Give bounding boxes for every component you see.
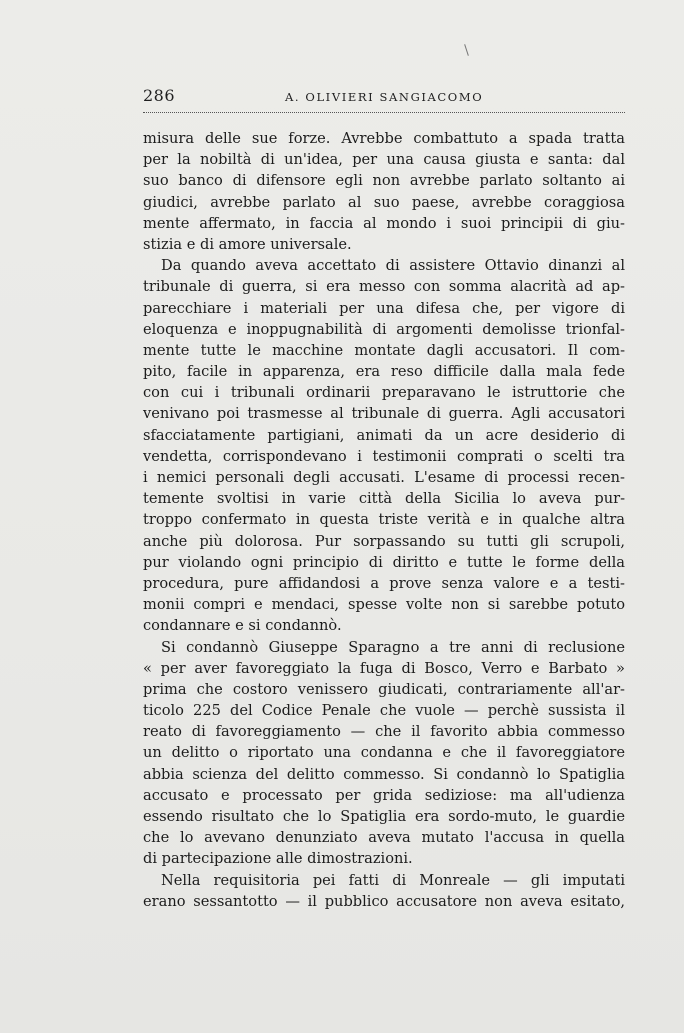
text-line: pito, facile in apparenza, era reso difficile dalla mala fede: [143, 363, 625, 381]
text-line: eloquenza e inoppugnabilità di argomenti demolisse trionfal-: [143, 320, 625, 338]
text-line: pur violando ogni principio di diritto e tutte le forme della: [143, 553, 625, 571]
text-line: sfacciatamente partigiani, animati da un acre desiderio di: [143, 426, 625, 444]
text-line: prima che costoro venissero giudicati, contrariamente all'ar-: [143, 680, 625, 698]
stray-ink-mark: [464, 44, 469, 56]
text-line: Si condannò Giuseppe Sparagno a tre anni di reclusione: [161, 638, 625, 656]
text-line: misura delle sue forze. Avrebbe combattuto a spada tratta: [143, 130, 625, 147]
text-line: con cui i tribunali ordinarii preparavano le istruttorie che: [143, 384, 625, 402]
header-rule: [143, 112, 625, 113]
text-line: un delitto o riportato una condanna e che il favoreggiatore: [143, 744, 625, 762]
text-line: anche più dolorosa. Pur sorpassando su tutti gli scrupoli,: [143, 532, 625, 550]
running-head: A. OLIVIERI SANGIACOMO: [285, 90, 484, 104]
text-line: che lo avevano denunziato aveva mutato l'accusa in quella: [143, 829, 625, 847]
text-line: procedura, pure affidandosi a prove senza valore e a testi-: [143, 574, 625, 592]
text-line: suo banco di difensore egli non avrebbe parlato soltanto ai: [143, 172, 625, 190]
text-line: stizia e di amore universale.: [143, 235, 352, 253]
body-text: [143, 128, 625, 912]
text-line: reato di favoreggiamento — che il favorito abbia commesso: [143, 723, 625, 741]
text-line: i nemici personali degli accusati. L'esame di processi recen-: [143, 469, 625, 486]
text-line: « per aver favoreggiato la fuga di Bosco, Verro e Barbato »: [143, 659, 625, 677]
text-line: abbia scienza del delitto commesso. Si condannò lo Spatiglia: [143, 765, 625, 783]
text-line: per la nobiltà di un'idea, per una causa giusta e santa: dal: [143, 151, 625, 169]
text-line: vendetta, corrispondevano i testimonii comprati o scelti tra: [143, 447, 625, 465]
text-line: erano sessantotto — il pubblico accusatore non aveva esitato,: [143, 892, 625, 910]
page-number: 286: [143, 86, 176, 105]
text-line: troppo confermato in questa triste verità e in qualche altra: [143, 511, 625, 529]
text-line: giudici, avrebbe parlato al suo paese, avrebbe coraggiosa: [143, 193, 625, 211]
text-line: ticolo 225 del Codice Penale che vuole — perchè sussista il: [143, 702, 625, 720]
text-line: venivano poi trasmesse al tribunale di guerra. Agli accusatori: [143, 405, 625, 423]
text-line: tribunale di guerra, si era messo con somma alacrità ad ap-: [143, 278, 625, 296]
text-line: parecchiare i materiali per una difesa che, per vigore di: [143, 299, 625, 317]
text-line: di partecipazione alle dimostrazioni.: [143, 850, 413, 868]
text-line: essendo risultato che lo Spatiglia era sordo-muto, le guardie: [143, 808, 625, 825]
page-header: [143, 86, 625, 110]
text-line: mente affermato, in faccia al mondo i suoi principii di giu-: [143, 214, 625, 232]
text-line: mente tutte le macchine montate dagli accusatori. Il com-: [143, 341, 625, 359]
text-line: temente svoltisi in varie città della Sicilia lo aveva pur-: [143, 490, 625, 508]
text-line: monii compri e mendaci, spesse volte non si sarebbe potuto: [143, 596, 625, 614]
text-line: condannare e si condannò.: [143, 617, 342, 635]
text-line: Da quando aveva accettato di assistere Ottavio dinanzi al: [161, 257, 625, 275]
text-line: Nella requisitoria pei fatti di Monreale — gli imputati: [161, 871, 625, 889]
text-line: accusato e processato per grida sediziose: ma all'udienza: [143, 786, 625, 804]
